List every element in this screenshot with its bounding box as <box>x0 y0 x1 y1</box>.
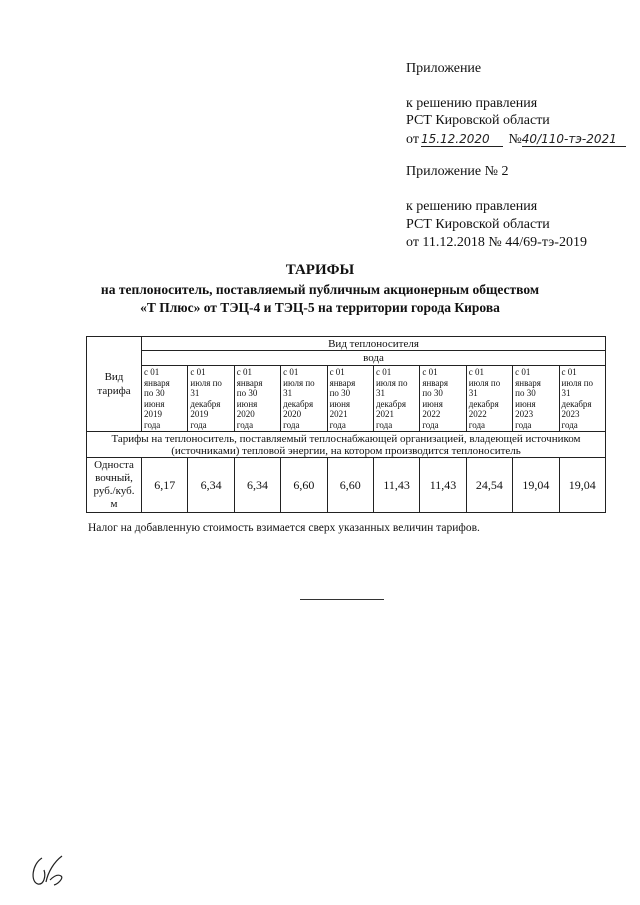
period-text-line: года <box>236 419 254 430</box>
period-text-line: 2020 <box>283 409 302 419</box>
tariff-value-cell: 6,60 <box>327 458 373 513</box>
period-text-line: года <box>422 419 439 430</box>
period-text-line: 2019 <box>190 409 209 419</box>
decision-date-number-2: от 11.12.2018 № 44/69-тэ-2019 <box>406 235 587 250</box>
period-text-line: года <box>515 419 532 430</box>
period-text-line: по 30 <box>329 388 351 398</box>
section-note-line-1: Тарифы на теплоноситель, поставляемый теплоснабжающей организацией, владеющей источником <box>111 432 581 445</box>
tariff-value-cell: 11,43 <box>373 458 419 513</box>
period-text-line: с 01 <box>468 367 484 377</box>
period-text-line: по 30 <box>236 388 258 398</box>
period-text-line: года <box>375 419 393 430</box>
to-decision-label: к решению правления <box>406 96 538 111</box>
period-text-line: 2019 <box>144 409 162 419</box>
row-label-line: руб./куб. <box>93 485 135 497</box>
tariff-value-cell: 6,34 <box>234 458 280 513</box>
tariff-value-cell: 6,60 <box>281 458 327 513</box>
period-text-line: с 01 <box>190 367 206 377</box>
period-text-line: июля по <box>561 377 594 388</box>
row-label-one-part <box>87 458 142 513</box>
period-text-line: 2020 <box>236 409 255 419</box>
period-text-line: января <box>515 377 541 388</box>
period-text-line: 2021 <box>329 409 348 419</box>
section-note-row <box>87 432 606 458</box>
period-text-line: 31 <box>375 388 385 398</box>
period-text-line: с 01 <box>329 367 345 377</box>
vat-footnote: Налог на добавленную стоимость взимается сверх указанных величин тарифов. <box>88 522 480 534</box>
period-text-line: декабря <box>190 398 221 409</box>
tariff-value-cell: 19,04 <box>513 458 559 513</box>
decision-date-number-line <box>406 131 626 148</box>
period-text-line: 2023 <box>515 409 534 419</box>
period-text-line: с 01 <box>515 367 531 377</box>
period-text-line: по 30 <box>144 388 165 398</box>
rst-kirov-label-2: РСТ Кировской области <box>406 217 550 232</box>
period-text-line: 31 <box>283 388 293 398</box>
period-text-line: 2021 <box>375 409 394 419</box>
row-label-line: Односта <box>94 459 134 471</box>
period-text-line: января <box>422 377 449 388</box>
rst-kirov-label: РСТ Кировской области <box>406 113 550 128</box>
period-text-line: декабря <box>375 398 406 409</box>
tariff-value-cell: 24,54 <box>466 458 512 513</box>
water-header: вода <box>142 351 606 366</box>
period-text-line: с 01 <box>283 367 299 377</box>
handwritten-initials-mark <box>28 852 68 890</box>
period-text-line: декабря <box>468 398 499 409</box>
period-text-line: 31 <box>468 388 478 398</box>
period-text-line: 31 <box>561 388 571 398</box>
page-title: ТАРИФЫ <box>285 262 355 278</box>
title-line-2: «Т Плюс» от ТЭЦ-4 и ТЭЦ-5 на территории города Кирова <box>140 300 500 315</box>
period-text-line: июня <box>329 398 351 409</box>
tariff-value-cell: 19,04 <box>559 458 605 513</box>
period-text-line: года <box>468 419 486 430</box>
period-text-line: года <box>561 419 578 430</box>
period-header-cell <box>373 366 419 432</box>
period-text-line: с 01 <box>561 367 577 377</box>
period-text-line: июля по <box>375 377 408 388</box>
period-text-line: с 01 <box>375 367 392 377</box>
period-text-line: января <box>236 377 263 388</box>
period-header-row <box>87 366 606 432</box>
number-prefix: № <box>508 132 522 147</box>
coolant-type-header: Вид теплоносителя <box>142 337 606 351</box>
period-text-line: июня <box>515 398 536 409</box>
section-note-line-2: (источниками) тепловой энергии, на котором производится теплоноситель <box>171 444 521 457</box>
period-text-line: января <box>329 377 356 388</box>
period-text-line: 2022 <box>422 409 441 419</box>
period-header-cell <box>327 366 373 432</box>
period-header-cell <box>188 366 234 432</box>
period-header-cell <box>234 366 280 432</box>
table-header-row-1 <box>87 337 606 351</box>
period-text-line: по 30 <box>515 388 536 398</box>
period-header-cell <box>420 366 466 432</box>
period-text-line: июня <box>236 398 258 409</box>
table-header-row-2 <box>87 351 606 366</box>
period-header-cell <box>281 366 327 432</box>
period-text-line: июня <box>144 398 165 409</box>
tariff-value-cell: 6,34 <box>188 458 234 513</box>
appendix-2-label: Приложение № 2 <box>406 164 509 179</box>
tariff-value-cell: 6,17 <box>142 458 188 513</box>
separator-line <box>300 599 384 600</box>
period-text-line: июля по <box>283 377 315 388</box>
tariff-value-cell: 11,43 <box>420 458 466 513</box>
period-text-line: 31 <box>190 388 200 398</box>
row-label-line: м <box>110 498 118 510</box>
period-header-cell <box>513 366 559 432</box>
period-text-line: июня <box>422 398 443 409</box>
period-text-line: года <box>329 419 346 430</box>
title-line-1: на теплоноситель, поставляемый публичным акционерным обществом <box>100 282 540 297</box>
period-header-cell <box>142 366 188 432</box>
to-decision-label-2: к решению правления <box>406 199 538 214</box>
period-text-line: с 01 <box>422 367 438 377</box>
period-text-line: года <box>144 419 161 430</box>
tariff-value-row <box>87 458 606 513</box>
period-text-line: декабря <box>283 398 314 409</box>
period-text-line: с 01 <box>236 367 253 377</box>
period-text-line: января <box>144 377 170 388</box>
handwritten-date: 15.12.2020 <box>421 132 503 147</box>
handwritten-number: 40/110-тэ-2021 <box>522 132 626 147</box>
period-header-cell <box>466 366 512 432</box>
period-header-cell <box>559 366 605 432</box>
period-text-line: 2022 <box>468 409 487 419</box>
period-text-line: 2023 <box>561 409 580 419</box>
ot-prefix: от <box>406 132 419 147</box>
period-text-line: июля по <box>190 377 222 388</box>
tariff-table <box>86 336 606 513</box>
tariff-type-header: Вид тарифа <box>87 337 142 432</box>
appendix-label: Приложение <box>406 61 482 76</box>
row-label-line: вочный, <box>95 472 133 484</box>
section-note <box>87 432 606 458</box>
period-text-line: с 01 <box>144 367 160 377</box>
period-text-line: года <box>190 419 207 430</box>
period-text-line: декабря <box>561 398 592 409</box>
period-text-line: по 30 <box>422 388 443 398</box>
period-text-line: июля по <box>468 377 501 388</box>
period-text-line: года <box>283 419 300 430</box>
